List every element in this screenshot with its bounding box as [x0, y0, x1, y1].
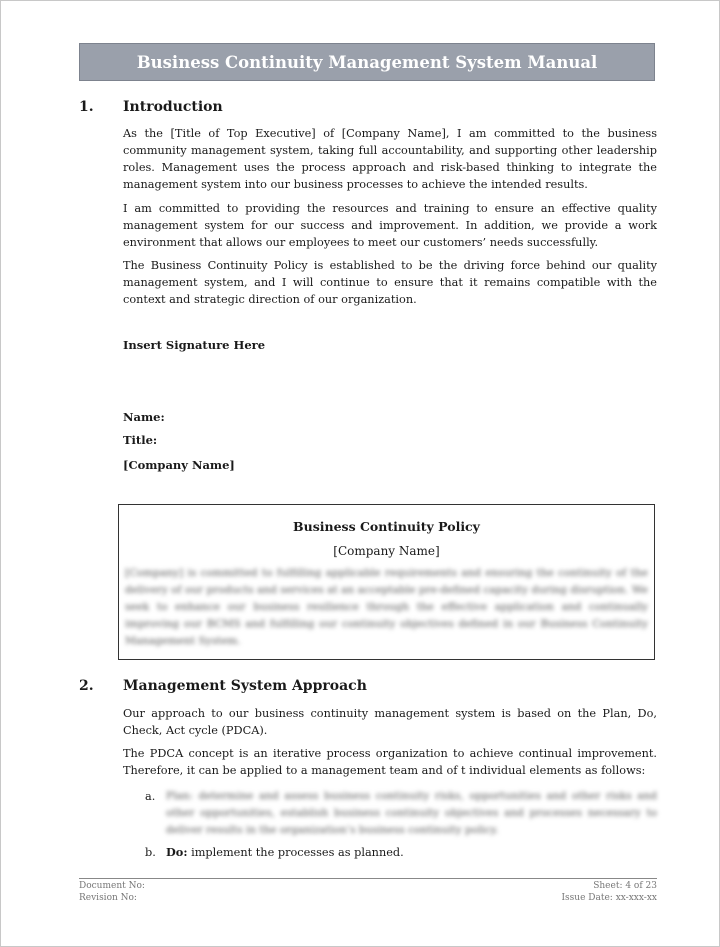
- policy-company: [Company Name]: [333, 544, 440, 558]
- policy-statement-blurred: [Company] is committed to fulfilling applicable requirements and ensuring the continuity of the delivery of our products and services at an acceptable pre-defined capacity during disruption. We seek to enhance our business resilience through the effective application and continually improving our BCMS and fulfilling our continuity objectives defined in our Business Continuity Management System.: [125, 567, 648, 647]
- list-item: [145, 844, 657, 862]
- intro-paragraph-1: As the [Title of Top Executive] of [Company Name], I am committed to the business community management system, taking full accountability, and supporting other leadership roles. Management uses the process approach and risk-based thinking to integrate the management system into our business processes to achieve the intended results.: [123, 127, 657, 191]
- section-number: 2.: [79, 678, 94, 694]
- intro-paragraph-3: The Business Continuity Policy is established to be the driving force behind our quality management system, and I will continue to ensure that it remains compatible with the context and strategic direction of our organization.: [123, 259, 657, 306]
- title-label: Title:: [123, 433, 158, 447]
- sheet-number: Sheet: 4 of 23: [593, 881, 657, 891]
- policy-title: Business Continuity Policy: [293, 519, 480, 534]
- section-2-heading: [79, 678, 367, 694]
- document-title: Business Continuity Management System Manual: [136, 52, 598, 72]
- list-marker: a.: [145, 790, 156, 803]
- do-term: Do:: [166, 845, 188, 859]
- section-number: 1.: [79, 99, 94, 115]
- list-item: [145, 788, 657, 840]
- signature-placeholder: Insert Signature Here: [123, 338, 266, 352]
- section-title: Introduction: [123, 99, 223, 115]
- approach-paragraph-1: Our approach to our business continuity management system is based on the Plan, Do, Check, Act cycle (PDCA).: [123, 707, 657, 737]
- document-number-label: Document No:: [79, 881, 145, 891]
- approach-paragraph-2: The PDCA concept is an iterative process organization to achieve continual improvement. Therefore, it can be applied to a management team and of t individual elements as follows:: [123, 747, 657, 777]
- section-1-heading: [79, 99, 223, 115]
- issue-date: Issue Date: xx-xxx-xx: [561, 893, 657, 903]
- section-title: Management System Approach: [123, 678, 367, 694]
- do-text: implement the processes as planned.: [187, 846, 404, 859]
- name-label: Name:: [123, 410, 165, 424]
- policy-box: [118, 504, 655, 660]
- intro-paragraph-2: I am committed to providing the resources and training to ensure an effective quality management system for our success and improvement. In addition, we provide a work environment that allows our employees to meet our customers’ needs successfully.: [123, 202, 657, 249]
- revision-number-label: Revision No:: [79, 893, 137, 903]
- list-marker: b.: [145, 846, 156, 859]
- plan-item-blurred: Plan: determine and assess business continuity risks, opportunities and other risks and other opportunities, establish business continuity objectives and processes necessary to deliver results in the organization’s business continuity policy.: [166, 790, 657, 836]
- company-name-label: [Company Name]: [123, 458, 235, 472]
- footer-divider: [79, 878, 657, 879]
- do-item: [166, 844, 657, 861]
- document-title-banner: [79, 43, 655, 81]
